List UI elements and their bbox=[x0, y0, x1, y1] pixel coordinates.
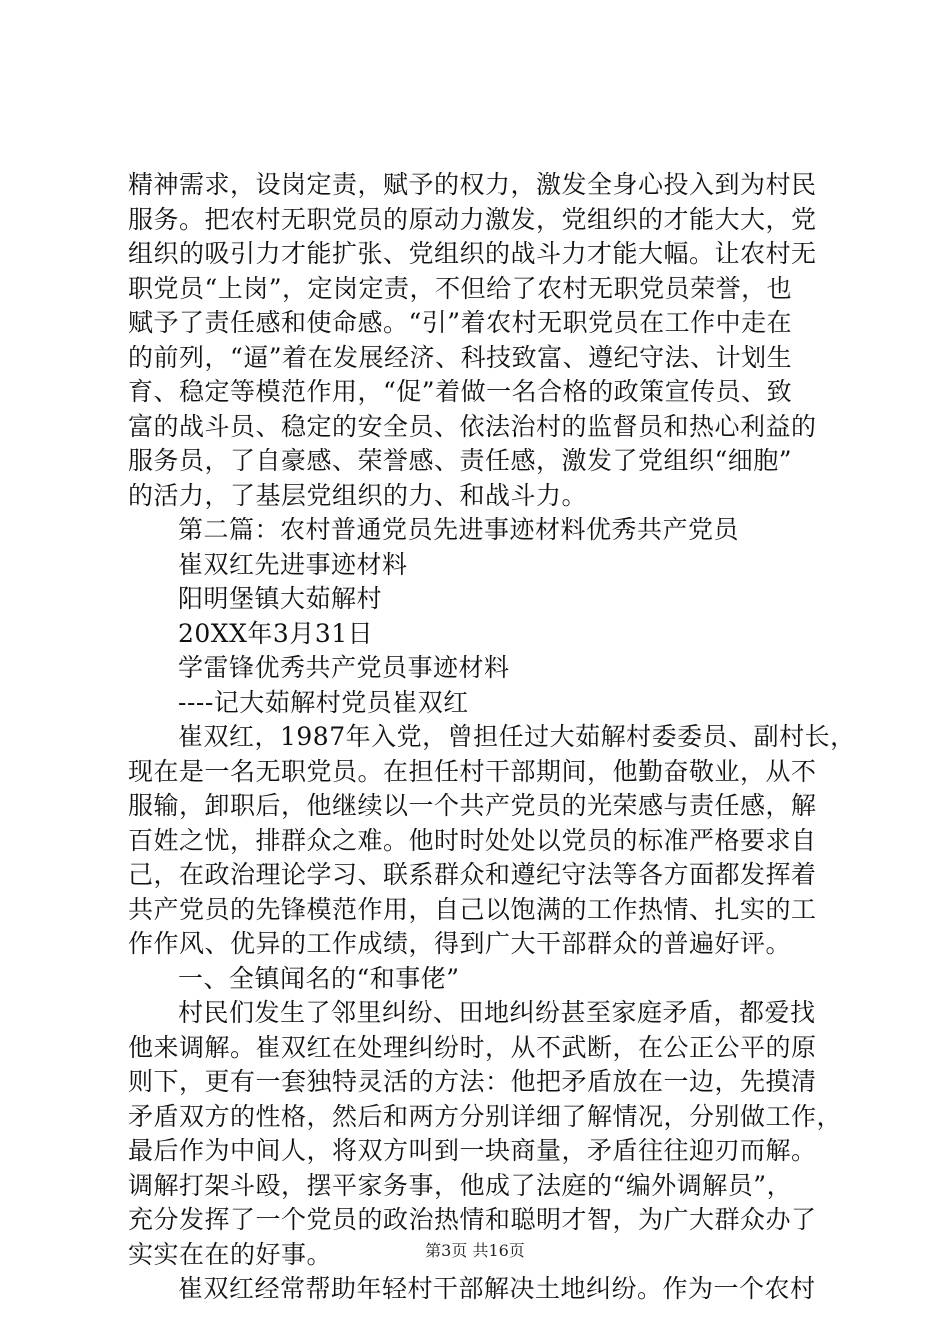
text-line: 矛盾双方的性格，然后和两方分别详细了解情况，分别做工作， bbox=[128, 1101, 843, 1131]
text-line: 崔双红先进事迹材料 bbox=[178, 549, 408, 579]
text-line: 最后作为中间人，将双方叫到一块商量，矛盾往往迎刃而解。 bbox=[128, 1136, 817, 1165]
text-line: 则下，更有一套独特灵活的方法：他把矛盾放在一边，先摸清 bbox=[128, 1067, 817, 1096]
text-line: 组织的吸引力才能扩张、党组织的战斗力才能大幅。让农村无 bbox=[128, 239, 817, 268]
text-line: 赋予了责任感和使命感。“引”着农村无职党员在工作中走在 bbox=[128, 308, 793, 337]
text-line: 调解打架斗殴，摆平家务事，他成了法庭的“编外调解员”， bbox=[128, 1170, 793, 1200]
text-line: 服务员，了自豪感、荣誉感、责任感，激发了党组织“细胞” bbox=[128, 446, 793, 475]
text-line: 服输，卸职后，他继续以一个共产党员的光荣感与责任感，解 bbox=[128, 791, 817, 820]
text-line: 百姓之忧，排群众之难。他时时处处以党员的标准严格要求自 bbox=[128, 825, 817, 855]
text-line: 作作风、优异的工作成绩，得到广大干部群众的普遍好评。 bbox=[128, 929, 792, 958]
text-line: 20XX年3月31日 bbox=[178, 618, 374, 648]
text-line: 服务。把农村无职党员的原动力激发，党组织的才能大大，党 bbox=[128, 204, 817, 234]
text-line: 充分发挥了一个党员的政治热情和聪明才智，为广大群众办了 bbox=[128, 1205, 817, 1234]
text-line: 富的战斗员、稳定的安全员、依法治村的监督员和热心利益的 bbox=[128, 411, 817, 441]
text-line: 的活力，了基层党组织的力、和战斗力。 bbox=[128, 480, 588, 510]
text-line: 一、全镇闻名的“和事佬” bbox=[178, 963, 460, 993]
text-line: 崔双红经常帮助年轻村干部解决土地纠纷。作为一个农村 bbox=[178, 1274, 816, 1303]
text-line: 学雷锋优秀共产党员事迹材料 bbox=[178, 653, 510, 682]
text-line: 育、稳定等模范作用，“促”着做一名合格的政策宣传员、致 bbox=[128, 377, 793, 406]
text-line: 己，在政治理论学习、联系群众和遵纪守法等各方面都发挥着 bbox=[128, 860, 817, 889]
document-body bbox=[128, 168, 856, 1307]
text-line: 第二篇：农村普通党员先进事迹材料优秀共产党员 bbox=[178, 515, 740, 544]
text-line: 精神需求，设岗定责，赋予的权力，激发全身心投入到为村民 bbox=[128, 170, 817, 199]
text-line: 现在是一名无职党员。在担任村干部期间，他勤奋敬业，从不 bbox=[128, 756, 817, 786]
text-line: 阳明堡镇大茹解村 bbox=[178, 584, 383, 613]
text-line: 崔双红，1987年入党，曾担任过大茹解村委委员、副村长， bbox=[178, 722, 856, 751]
text-line: 职党员“上岗”，定岗定责，不但给了农村无职党员荣誉，也 bbox=[128, 273, 793, 303]
text-line: 共产党员的先锋模范作用，自己以饱满的工作热情、扎实的工 bbox=[128, 894, 817, 924]
page-footer: 第3页 共16页 bbox=[425, 1241, 525, 1260]
text-line: 实实在在的好事。 bbox=[128, 1239, 333, 1269]
text-line: 他来调解。崔双红在处理纠纷时，从不武断，在公正公平的原 bbox=[128, 1032, 817, 1062]
text-line: 的前列，“逼”着在发展经济、科技致富、遵纪守法、计划生 bbox=[128, 342, 793, 372]
text-line: ----记大茹解村党员崔双红 bbox=[178, 687, 469, 717]
text-line: 村民们发生了邻里纠纷、田地纠纷甚至家庭矛盾，都爱找 bbox=[178, 998, 816, 1027]
